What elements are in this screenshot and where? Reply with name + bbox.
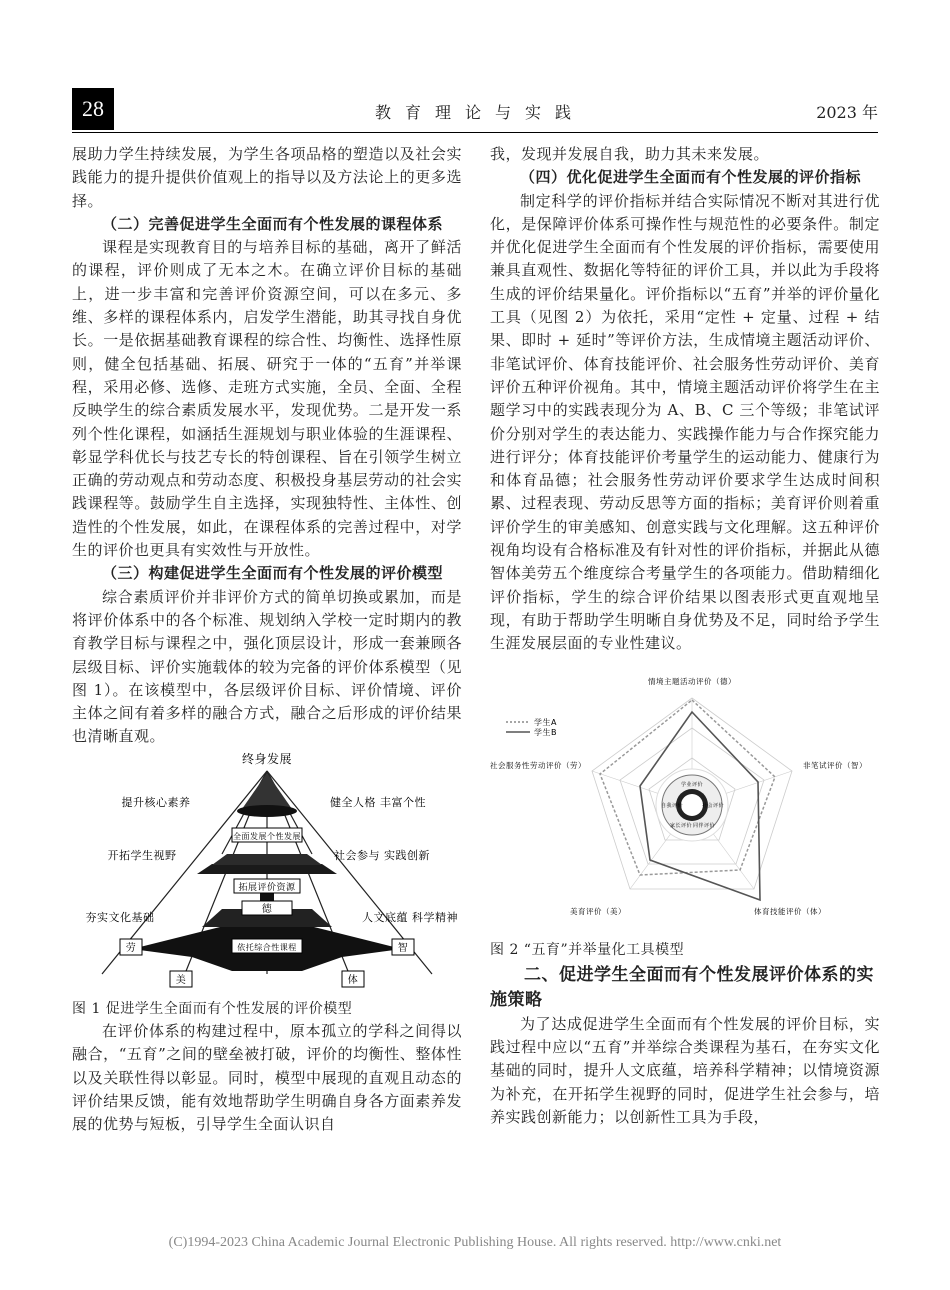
label-mei: 美 — [175, 974, 187, 986]
legend-student-a: 学生A — [534, 717, 557, 727]
inner-label-5: 同伴评价 — [692, 822, 716, 829]
label-lao: 劳 — [125, 942, 137, 954]
evaluation-model-diagram — [72, 749, 462, 991]
inner-label-1: 学业评价 — [680, 781, 704, 788]
figure-2-caption: 图 2 “五育”并举量化工具模型 — [490, 941, 685, 958]
section-heading: （二）完善促进学生全面而有个性发展的课程体系 — [102, 214, 444, 233]
page-number: 28 — [72, 88, 114, 130]
paragraph: 展助力学生持续发展，为学生各项品格的塑造以及社会实践能力的提升提供价值观上的指导以及方法论上的更多选择。 — [72, 145, 462, 210]
label-ti: 体 — [347, 974, 359, 986]
label-r3: 人文底蕴 科学精神 — [362, 910, 458, 924]
figure-2 — [490, 670, 880, 961]
chapter-heading: 二、促进学生全面而有个性发展评价体系的实施策略 — [490, 964, 874, 1010]
right-column — [490, 143, 880, 1129]
axis-label-bottom-left: 美育评价（美） — [570, 906, 626, 916]
issue-year: 2023 年 — [816, 103, 878, 122]
journal-title: 教育理论与实践 — [374, 103, 585, 122]
inner-label-2: 社会评价 — [701, 802, 725, 809]
left-column — [72, 143, 462, 1137]
label-l1: 提升核心素养 — [121, 795, 191, 809]
copyright-footer: (C)1994-2023 China Academic Journal Electronic Publishing House. All rights reserved. http://www.cnki.net — [168, 1235, 782, 1250]
section-heading: （四）优化促进学生全面而有个性发展的评价指标 — [520, 168, 862, 187]
inner-label-3: 自我评价 — [660, 802, 684, 809]
box-1: 全面发展个性发展 — [233, 831, 301, 841]
figure-1 — [72, 749, 462, 1020]
axis-label-right: 非笔试评价（智） — [803, 760, 867, 770]
header-rule — [72, 132, 878, 133]
label-de: 德 — [261, 903, 273, 915]
paragraph: 在评价体系的构建过程中，原本孤立的学科之间得以融合，“五育”之间的壁垒被打破，评价的均衡性、整体性以及关联性得以彰显。同时，模型中展现的直观且动态的评价结果反馈，能有效地帮助学生明确自身各方面素养发展的优势与短板，引导学生全面认识自 — [72, 1022, 462, 1134]
paragraph: 我，发现并发展自我，助力其未来发展。 — [490, 145, 770, 163]
label-r1: 健全人格 丰富个性 — [330, 795, 426, 809]
inner-label-4: 家长评价 — [669, 822, 693, 829]
label-top: 终身发展 — [241, 751, 293, 766]
label-l2: 开拓学生视野 — [107, 848, 177, 862]
label-l3: 夯实文化基础 — [85, 910, 155, 924]
section-heading: （三）构建促进学生全面而有个性发展的评价模型 — [102, 564, 444, 583]
label-r2: 社会参与 实践创新 — [334, 848, 430, 862]
axis-label-bottom-right: 体育技能评价（体） — [754, 906, 826, 916]
box-2: 拓展评价资源 — [238, 882, 296, 893]
axis-label-left: 社会服务性劳动评价（劳） — [490, 760, 586, 770]
paragraph: 综合素质评价并非评价方式的简单切换或累加，而是将评价体系中的各个标准、规划纳入学校一定时期内的教育教学目标与课程之中，强化顶层设计，形成一套兼顾各层级目标、评价实施载体的较为完备的评价体系模型（见图 1）。在该模型中，各层级评价目标、评价情境、评价主体之间有着多样的融合方式，融合之后形成的评价结果也清晰直观。 — [72, 587, 462, 746]
label-zhi: 智 — [397, 942, 409, 954]
paragraph: 制定科学的评价指标并结合实际情况不断对其进行优化，是保障评价体系可操作性与规范性的必要条件。制定并优化促进学生全面而有个性发展的评价指标，需要使用兼具直观性、数据化等特征的评价工具，并以此为手段将生成的评价结果量化。评价指标以“五育”并举的评价量化工具（见图 2）为依托，采用“定性 + 定量、过程 + 结果、即时 + 延时”等评价方法，生成情境主题活动评价、非笔试评价、体育技能评价、社会服务性劳动评价、美育评价五种评价视角。其中，情境主题活动评价将学生在主题学习中的实践表现分为 A、B、C 三个等级；非笔试评价分别对学生的表达能力、实践操作能力与合作探究能力进行评分；体育技能评价考量学生的运动能力、健康行为和体育品德；社会服务性劳动评价要求学生达成时间积累、过程表现、劳动反思等方面的指标；美育评价则着重评价学生的审美感知、创意实践与文化理解。这五种评价视角均设有合格标准及有针对性的评价指标，并据此从德智体美劳五个维度综合考量学生的各项能力。借助精细化评价指标，学生的综合评价结果以图表形式更直观地呈现，有助于帮助学生明晰自身优势及不足，同时给予学生生涯发展层面的专业性建议。 — [490, 191, 880, 653]
legend-student-b: 学生B — [534, 727, 557, 737]
axis-label-top: 情境主题活动评价（德） — [648, 676, 736, 686]
paragraph: 为了达成促进学生全面而有个性发展的评价目标，实践过程中应以“五育”并举综合类课程为基石，在夯实文化基础的同时，提升人文底蕴，培养科学精神；以情境资源为补充，在开拓学生视野的同时，促进学生社会参与，培养实践创新能力；以创新性工具为手段， — [490, 1014, 880, 1127]
radar-chart — [490, 670, 880, 932]
paragraph: 课程是实现教育目的与培养目标的基础，离开了鲜活的课程，评价则成了无本之木。在确立评价目标的基础上，进一步丰富和完善评价资源空间，可以在多元、多维、多样的课程体系内，启发学生潜能，助其寻找自身优长。一是依据基础教育课程的综合性、均衡性、选择性原则，健全包括基础、拓展、研究于一体的“五育”并举课程，采用必修、选修、走班方式实施，全员、全面、全程反映学生的综合素质发展水平，发现优势。二是开发一系列个性化课程，如涵括生涯规划与职业体验的生涯课程、彰显学科优长与技艺专长的特创课程、旨在引领学生树立正确的劳动观点和劳动态度、积极投身基层劳动的社会实践课程等。鼓励学生自主选择，实现独特性、主体性、创造性的个性发展，如此，在课程体系的完善过程中，对学生的评价也更具有实效性与开放性。 — [72, 238, 462, 560]
box-3: 依托综合性课程 — [237, 942, 297, 952]
figure-1-caption: 图 1 促进学生全面而有个性发展的评价模型 — [72, 1001, 353, 1018]
